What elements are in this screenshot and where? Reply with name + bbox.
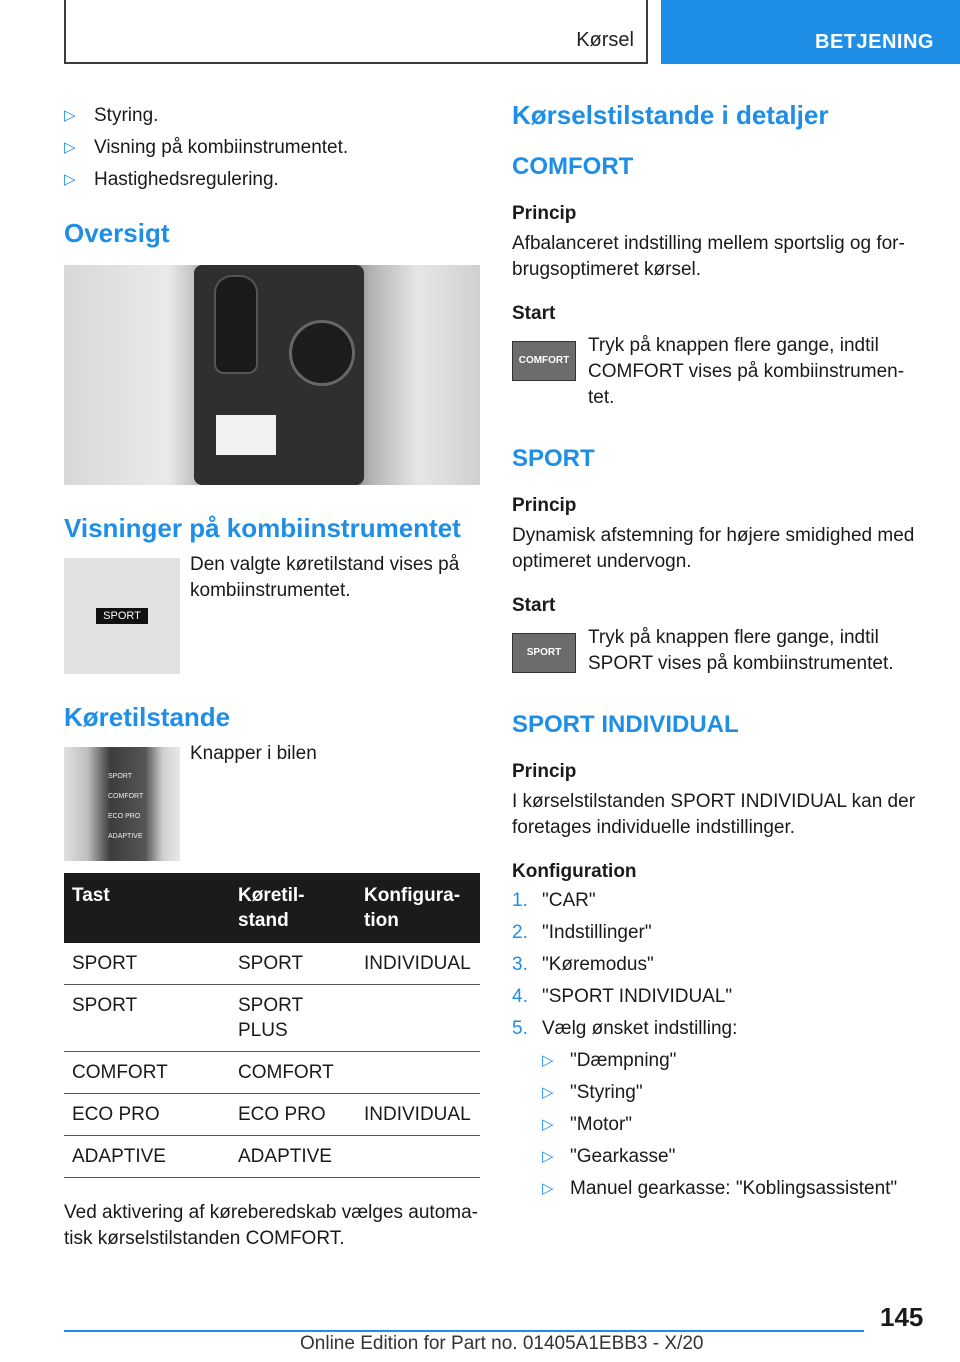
details-heading: Kørselstilstande i detaljer — [512, 100, 829, 130]
table-row: ECO PRO ECO PRO INDIVIDUAL — [64, 1094, 480, 1136]
mode-buttons-thumbnail: SPORT COMFORT ECO PRO ADAPTIVE — [64, 747, 180, 861]
list-item: 3. "Køremodus" — [512, 954, 654, 975]
comfort-button-image: COMFORT — [512, 341, 576, 381]
header-section-box — [64, 0, 648, 64]
sport-title: SPORT — [512, 445, 595, 472]
gear-selector — [214, 275, 258, 374]
table-row: SPORT SPORT PLUS — [64, 985, 480, 1052]
header-chapter-box — [661, 0, 960, 64]
triangle-bullet-icon: ▷ — [542, 1180, 554, 1197]
controller-dial — [289, 320, 355, 386]
list-item: 4. "SPORT INDIVIDUAL" — [512, 986, 733, 1007]
list-item: ▷ "Gearkasse" — [512, 1141, 922, 1173]
header-chapter: BETJENING — [815, 31, 934, 53]
console — [194, 265, 364, 485]
sport-badge: SPORT — [96, 608, 148, 624]
phone-tray — [216, 415, 276, 455]
page-number: 145 — [880, 1302, 924, 1332]
list-item: 1. "CAR" — [512, 890, 596, 911]
comfort-title: COMFORT — [512, 153, 634, 180]
list-item: ▷ "Dæmpning" — [512, 1045, 922, 1077]
list-item: ▷ "Styring" — [512, 1077, 922, 1109]
triangle-bullet-icon: ▷ — [542, 1052, 554, 1069]
triangle-bullet-icon: ▷ — [542, 1148, 554, 1165]
list-item: ▷ Visning på kombiinstrumentet. — [64, 132, 480, 164]
triangle-bullet-icon: ▷ — [64, 171, 76, 188]
triangle-bullet-icon: ▷ — [542, 1084, 554, 1101]
overview-heading: Oversigt — [64, 218, 170, 248]
triangle-bullet-icon: ▷ — [64, 107, 76, 124]
list-item: ▷ Styring. — [64, 100, 480, 132]
closing-text: Ved aktivering af køreberedskab vælges automa-tisk kørselstilstanden COMFORT. — [64, 1202, 478, 1249]
display-thumbnail — [64, 558, 180, 674]
modes-heading: Køretilstande — [64, 702, 231, 732]
modes-caption: Knapper i bilen — [190, 743, 317, 764]
center-console-photo — [64, 265, 480, 485]
triangle-bullet-icon: ▷ — [64, 139, 76, 156]
table-row: ADAPTIVE ADAPTIVE — [64, 1136, 480, 1178]
footer-divider — [64, 1330, 864, 1332]
list-item: ▷ Hastighedsregulering. — [64, 164, 480, 196]
table-row: SPORT SPORT INDIVIDUAL — [64, 943, 480, 985]
display-heading: Visninger på kombiinstrumentet — [64, 513, 461, 543]
sport-button-image: SPORT — [512, 633, 576, 673]
list-item: ▷ Manuel gearkasse: "Koblingsassistent" — [512, 1173, 922, 1205]
sport-individual-title: SPORT INDIVIDUAL — [512, 711, 739, 738]
list-item: ▷ "Motor" — [512, 1109, 922, 1141]
left-column — [64, 100, 480, 1252]
right-column: Kørselstilstande i detaljer COMFORT Princip Afbalanceret indstilling mellem sportslig og for-brugsoptimeret kørsel. Start COMFORT Tryk på knappen flere gange, indtil COMFORT vises på kombiinstrumen-tet. SPORT Princip Dynamisk afstemning for højere smidighed med optimeret undervogn. Start SPORT Tryk på knappen flere gange, indtil SPORT vises på kombiinstrumentet. SPORT INDIVIDUAL Princip I kørselstilstanden SPORT INDIVIDUAL kan der foretages individuelle indstillinger. Konfiguration 1. "CAR" 2. "Indstillinger" 3. "Køremodus" 4. "SPORT INDIVIDUAL" 5. Vælg ønsket indstilling: ▷ "Dæmpning" ▷ "Styring" ▷ "Motor" ▷ "Gearkasse" ▷ Manuel gearkasse: "Koblingsassistent" — [512, 100, 922, 1205]
triangle-bullet-icon: ▷ — [542, 1116, 554, 1133]
footer-edition: Online Edition for Part no. 01405A1EBB3 - X/20 — [300, 1333, 704, 1354]
modes-table: Tast Køretil-stand Konfigura-tion SPORT SPORT INDIVIDUAL SPORT SPORT PLUS COMFORT COMFORT ECO PRO ECO PRO INDIVIDUAL ADAPTIVE ADAPTIVE — [64, 873, 480, 1178]
list-item: 5. Vælg ønsket indstilling: — [512, 1018, 738, 1039]
header-section: Kørsel — [576, 29, 634, 51]
table-row: COMFORT COMFORT — [64, 1052, 480, 1094]
display-text: Den valgte køretilstand vises på kombiinstrumentet. — [190, 554, 460, 601]
list-item: 2. "Indstillinger" — [512, 922, 652, 943]
